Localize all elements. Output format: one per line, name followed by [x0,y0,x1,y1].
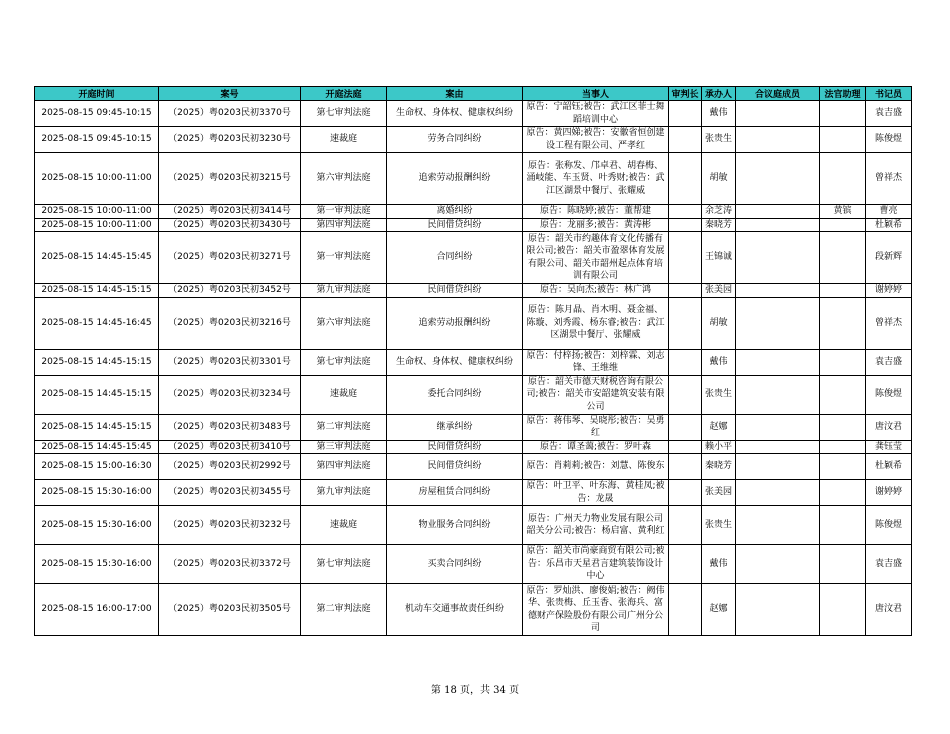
cell-parties: 原告：陈晓婷;被告：董帮建 [523,205,669,219]
cell-judge: 胡敏 [702,153,736,205]
cell-panel [736,414,820,440]
cell-assistant: 黄镔 [820,205,866,219]
cell-panel [736,375,820,414]
cell-judge: 戴伟 [702,101,736,127]
cell-time: 2025-08-15 15:30-16:00 [35,545,159,584]
cell-court: 第七审判法庭 [301,101,387,127]
cell-court: 第一审判法庭 [301,232,387,284]
cell-clerk: 曹亮 [866,205,912,219]
cell-parties: 原告：谭圣蔼;被告：罗叶森 [523,440,669,454]
header-time: 开庭时间 [35,87,159,101]
cell-cause: 机动车交通事故责任纠纷 [387,584,523,636]
cell-cause: 生命权、身体权、健康权纠纷 [387,101,523,127]
cell-time: 2025-08-15 10:00-11:00 [35,218,159,232]
cell-panel [736,101,820,127]
cell-chief-judge [669,480,702,506]
cell-panel [736,284,820,298]
table-row [35,375,912,414]
header-panel: 合议庭成员 [736,87,820,101]
table-row [35,454,912,480]
header-assistant: 法官助理 [820,87,866,101]
cell-judge: 张贵生 [702,506,736,545]
cell-case-no: （2025）粤0203民初3483号 [159,414,301,440]
table-row [35,480,912,506]
cell-parties: 原告：黄四娣;被告：安徽省恒创建设工程有限公司、严孝红 [523,127,669,153]
table-row [35,205,912,219]
cell-judge: 赵娜 [702,414,736,440]
cell-case-no: （2025）粤0203民初3232号 [159,506,301,545]
cell-court: 第七审判法庭 [301,545,387,584]
cell-assistant [820,101,866,127]
cell-judge: 戴伟 [702,349,736,375]
cell-parties: 原告：宁韶钰;被告：武江区菲士舞蹈培训中心 [523,101,669,127]
table-row [35,218,912,232]
cell-assistant [820,232,866,284]
cell-parties: 原告：韶关市尚豪商贸有限公司;被告：乐昌市天星君言建筑装饰设计中心 [523,545,669,584]
cell-parties: 原告：付梓扬;被告：刘梓霖、刘志锋、王维维 [523,349,669,375]
table-row [35,414,912,440]
cell-cause: 继承纠纷 [387,414,523,440]
cell-assistant [820,127,866,153]
cell-cause: 民间借贷纠纷 [387,218,523,232]
cell-time: 2025-08-15 09:45-10:15 [35,127,159,153]
cell-cause: 委托合同纠纷 [387,375,523,414]
cell-cause: 合同纠纷 [387,232,523,284]
cell-court: 第二审判法庭 [301,584,387,636]
cell-time: 2025-08-15 15:30-16:00 [35,506,159,545]
header-parties: 当事人 [523,87,669,101]
cell-court: 第四审判法庭 [301,218,387,232]
cell-clerk: 陈俊煜 [866,127,912,153]
cell-clerk: 唐汶君 [866,584,912,636]
cell-clerk: 唐汶君 [866,414,912,440]
cell-cause: 追索劳动报酬纠纷 [387,297,523,349]
cell-case-no: （2025）粤0203民初3430号 [159,218,301,232]
cell-panel [736,127,820,153]
cell-chief-judge [669,153,702,205]
cell-cause: 房屋租赁合同纠纷 [387,480,523,506]
cell-parties: 原告：广州天力物业发展有限公司韶关分公司;被告：杨启富、黄利红 [523,506,669,545]
cell-case-no: （2025）粤0203民初3216号 [159,297,301,349]
cell-chief-judge [669,414,702,440]
cell-case-no: （2025）粤0203民初3301号 [159,349,301,375]
cell-parties: 原告：龙丽多;被告：黄涛彬 [523,218,669,232]
cell-court: 速裁庭 [301,375,387,414]
cell-parties: 原告：韶关市德天财税咨询有限公司;被告：韶关市安韶建筑安装有限公司 [523,375,669,414]
cell-chief-judge [669,454,702,480]
table-row [35,297,912,349]
cell-case-no: （2025）粤0203民初2992号 [159,454,301,480]
cell-assistant [820,584,866,636]
cell-time: 2025-08-15 09:45-10:15 [35,101,159,127]
cell-time: 2025-08-15 14:45-15:15 [35,375,159,414]
cell-panel [736,440,820,454]
cell-time: 2025-08-15 14:45-15:45 [35,440,159,454]
cell-case-no: （2025）粤0203民初3230号 [159,127,301,153]
table-row [35,232,912,284]
cell-assistant [820,414,866,440]
cell-chief-judge [669,205,702,219]
cell-cause: 买卖合同纠纷 [387,545,523,584]
cell-judge: 张美园 [702,284,736,298]
cell-parties: 原告：吴向杰;被告：林广鸿 [523,284,669,298]
cell-panel [736,297,820,349]
cell-clerk: 陈俊煜 [866,375,912,414]
cell-case-no: （2025）粤0203民初3455号 [159,480,301,506]
cell-clerk: 谢婷婷 [866,284,912,298]
cell-panel [736,506,820,545]
cell-panel [736,454,820,480]
cell-panel [736,218,820,232]
cell-assistant [820,375,866,414]
header-court: 开庭法庭 [301,87,387,101]
cell-chief-judge [669,127,702,153]
cell-assistant [820,454,866,480]
cell-clerk: 袁吉盛 [866,101,912,127]
cell-court: 第六审判法庭 [301,153,387,205]
table-row [35,506,912,545]
cell-case-no: （2025）粤0203民初3372号 [159,545,301,584]
cell-case-no: （2025）粤0203民初3370号 [159,101,301,127]
table-row [35,153,912,205]
hearing-schedule-table [34,86,912,636]
cell-court: 第三审判法庭 [301,440,387,454]
cell-time: 2025-08-15 15:00-16:30 [35,454,159,480]
cell-clerk: 段新辉 [866,232,912,284]
cell-panel [736,480,820,506]
table-header-row [35,87,912,101]
cell-judge: 余芝涛 [702,205,736,219]
cell-chief-judge [669,218,702,232]
cell-case-no: （2025）粤0203民初3271号 [159,232,301,284]
table-row [35,545,912,584]
cell-panel [736,545,820,584]
cell-cause: 生命权、身体权、健康权纠纷 [387,349,523,375]
cell-chief-judge [669,545,702,584]
cell-assistant [820,545,866,584]
cell-parties: 原告：肖莉莉;被告：刘慧、陈俊东 [523,454,669,480]
cell-judge: 张贵生 [702,127,736,153]
cell-chief-judge [669,440,702,454]
header-chief-judge: 审判长 [669,87,702,101]
cell-clerk: 曾祥杰 [866,297,912,349]
cell-chief-judge [669,506,702,545]
cell-judge: 王锦诚 [702,232,736,284]
cell-time: 2025-08-15 15:30-16:00 [35,480,159,506]
header-case-no: 案号 [159,87,301,101]
cell-chief-judge [669,584,702,636]
table-row [35,127,912,153]
cell-panel [736,232,820,284]
table-row [35,584,912,636]
cell-time: 2025-08-15 10:00-11:00 [35,153,159,205]
cell-time: 2025-08-15 14:45-15:45 [35,232,159,284]
table-row [35,284,912,298]
cell-case-no: （2025）粤0203民初3234号 [159,375,301,414]
cell-assistant [820,218,866,232]
cell-case-no: （2025）粤0203民初3410号 [159,440,301,454]
cell-case-no: （2025）粤0203民初3414号 [159,205,301,219]
cell-time: 2025-08-15 14:45-15:15 [35,349,159,375]
table-row [35,101,912,127]
cell-court: 第六审判法庭 [301,297,387,349]
header-judge: 承办人 [702,87,736,101]
cell-time: 2025-08-15 14:45-15:15 [35,414,159,440]
cell-assistant [820,349,866,375]
cell-court: 第二审判法庭 [301,414,387,440]
table-row [35,440,912,454]
cell-time: 2025-08-15 14:45-15:15 [35,284,159,298]
cell-panel [736,153,820,205]
cell-chief-judge [669,284,702,298]
cell-parties: 原告：韶关市约趣体育文化传播有限公司;被告：韶关市盈翠体育发展有限公司、韶关市韶州起点体育培训有限公司 [523,232,669,284]
cell-court: 第九审判法庭 [301,284,387,298]
cell-cause: 追索劳动报酬纠纷 [387,153,523,205]
cell-cause: 民间借贷纠纷 [387,284,523,298]
cell-cause: 物业服务合同纠纷 [387,506,523,545]
cell-cause: 劳务合同纠纷 [387,127,523,153]
cell-judge: 赵娜 [702,584,736,636]
cell-judge: 张贵生 [702,375,736,414]
cell-chief-judge [669,297,702,349]
cell-time: 2025-08-15 10:00-11:00 [35,205,159,219]
cell-judge: 赖小平 [702,440,736,454]
cell-panel [736,349,820,375]
cell-judge: 秦晓芳 [702,454,736,480]
cell-clerk: 袁吉盛 [866,545,912,584]
header-clerk: 书记员 [866,87,912,101]
cell-assistant [820,506,866,545]
page-number-footer: 第 18 页，共 34 页 [430,685,520,696]
cell-chief-judge [669,101,702,127]
cell-parties: 原告：陈月晶、肖木明、聂金福、陈璇、刘秀霞、杨东睿;被告：武江区湖景中餐厅、张耀威 [523,297,669,349]
header-cause: 案由 [387,87,523,101]
cell-court: 第九审判法庭 [301,480,387,506]
cell-judge: 胡敏 [702,297,736,349]
cell-clerk: 曾祥杰 [866,153,912,205]
cell-cause: 民间借贷纠纷 [387,454,523,480]
cell-assistant [820,153,866,205]
cell-parties: 原告：罗灿洪、廖俊娟;被告：阙伟华、张贵梅、丘玉香、张海兵、富德财产保险股份有限公司广州分公司 [523,584,669,636]
cell-clerk: 袁吉盛 [866,349,912,375]
cell-case-no: （2025）粤0203民初3215号 [159,153,301,205]
cell-cause: 民间借贷纠纷 [387,440,523,454]
cell-clerk: 杜颖希 [866,218,912,232]
cell-chief-judge [669,232,702,284]
cell-assistant [820,284,866,298]
cell-panel [736,584,820,636]
cell-parties: 原告：蒋伟琴、吴晓彤;被告：吴勇红 [523,414,669,440]
cell-assistant [820,480,866,506]
cell-court: 第七审判法庭 [301,349,387,375]
cell-clerk: 龚钰莹 [866,440,912,454]
cell-assistant [820,297,866,349]
cell-clerk: 谢婷婷 [866,480,912,506]
cell-judge: 张美园 [702,480,736,506]
cell-assistant [820,440,866,454]
cell-clerk: 杜颖希 [866,454,912,480]
cell-panel [736,205,820,219]
cell-parties: 原告：张称发、邝卓君、胡春梅、涌岐能、车玉贤、叶秀财;被告：武江区湖景中餐厅、张耀威 [523,153,669,205]
cell-cause: 离婚纠纷 [387,205,523,219]
cell-case-no: （2025）粤0203民初3452号 [159,284,301,298]
cell-court: 第一审判法庭 [301,205,387,219]
cell-case-no: （2025）粤0203民初3505号 [159,584,301,636]
cell-parties: 原告：叶卫平、叶东海、黄桂凤;被告：龙晟 [523,480,669,506]
cell-court: 速裁庭 [301,127,387,153]
cell-judge: 戴伟 [702,545,736,584]
cell-judge: 秦晓芳 [702,218,736,232]
cell-clerk: 陈俊煜 [866,506,912,545]
cell-time: 2025-08-15 16:00-17:00 [35,584,159,636]
cell-court: 第四审判法庭 [301,454,387,480]
cell-chief-judge [669,349,702,375]
table-row [35,349,912,375]
cell-court: 速裁庭 [301,506,387,545]
cell-time: 2025-08-15 14:45-16:45 [35,297,159,349]
cell-chief-judge [669,375,702,414]
